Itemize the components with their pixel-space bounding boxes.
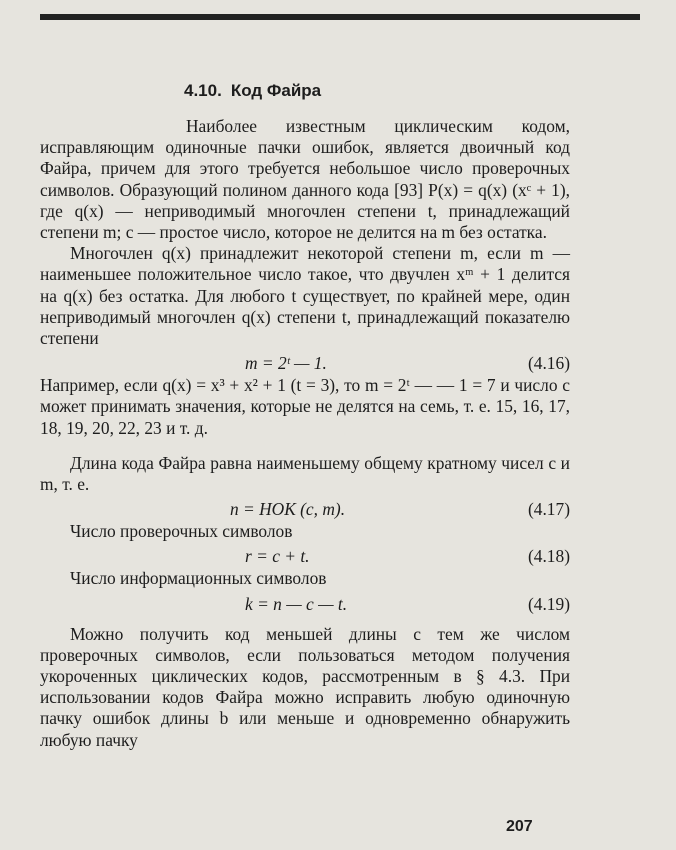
section-title: Код Файра (230, 81, 322, 100)
page-body (40, 60, 570, 751)
equation-4-16 (40, 351, 570, 375)
equation-formula: m = 2ᵗ — 1. (245, 353, 327, 374)
paragraph-2: Многочлен q(x) принадлежит некоторой степени m, если m — наименьшее положительное число такое, что двучлен xᵐ + 1 делится на q(x) без остатка. Для любого t существует, по крайней мере, один неприводимый многочлен q(x) степени t, принадлежащий показателю степени (40, 243, 570, 349)
page-number: 207 (506, 818, 533, 835)
equation-4-18 (40, 544, 570, 568)
paragraph-4: Длина кода Файра равна наименьшему общему кратному чисел c и m, т. е. (40, 452, 570, 495)
equation-number: (4.18) (527, 546, 570, 567)
top-rule (40, 14, 640, 20)
paragraph-1: Наиболее известным циклическим кодом, исправляющим одиночные пачки ошибок, является двоичный код Файра, причем для этого требуется небольшое число проверочных символов. Образующий полином данного кода [93] P(x) = q(x) (xᶜ + 1), где q(x) — неприводимый многочлен степени t, принадлежащий степени m; c — простое число, которое не делится на m без остатка. (40, 116, 570, 243)
equation-4-17 (40, 497, 570, 521)
paragraph-7: Можно получить код меньшей длины с тем же числом проверочных символов, если пользоваться методом получения укороченных циклических кодов, рассмотренным в § 4.3. При использовании кодов Файра можно исправить любую одиночную пачку ошибок длины b или меньше и одновременно обнаружить любую пачку (40, 623, 570, 750)
paragraph-5: Число проверочных символов (70, 521, 293, 542)
equation-number: (4.19) (527, 593, 570, 614)
equation-formula: k = n — c — t. (245, 593, 348, 614)
equation-4-19 (40, 592, 570, 616)
section-number: 4.10. (184, 81, 222, 100)
equation-number: (4.16) (527, 353, 570, 374)
paragraph-3: Например, если q(x) = x³ + x² + 1 (t = 3), то m = 2ᵗ — — 1 = 7 и число c может принимать значения, которые не делятся на семь, т. е. 15, 16, 17, 18, 19, 20, 22, 23 и т. д. (40, 375, 570, 438)
equation-formula: n = НОК (c, m). (230, 499, 346, 520)
equation-number: (4.17) (527, 499, 570, 520)
equation-formula: r = c + t. (245, 546, 310, 567)
paragraph-6: Число информационных символов (70, 568, 327, 589)
section-heading (184, 80, 570, 102)
